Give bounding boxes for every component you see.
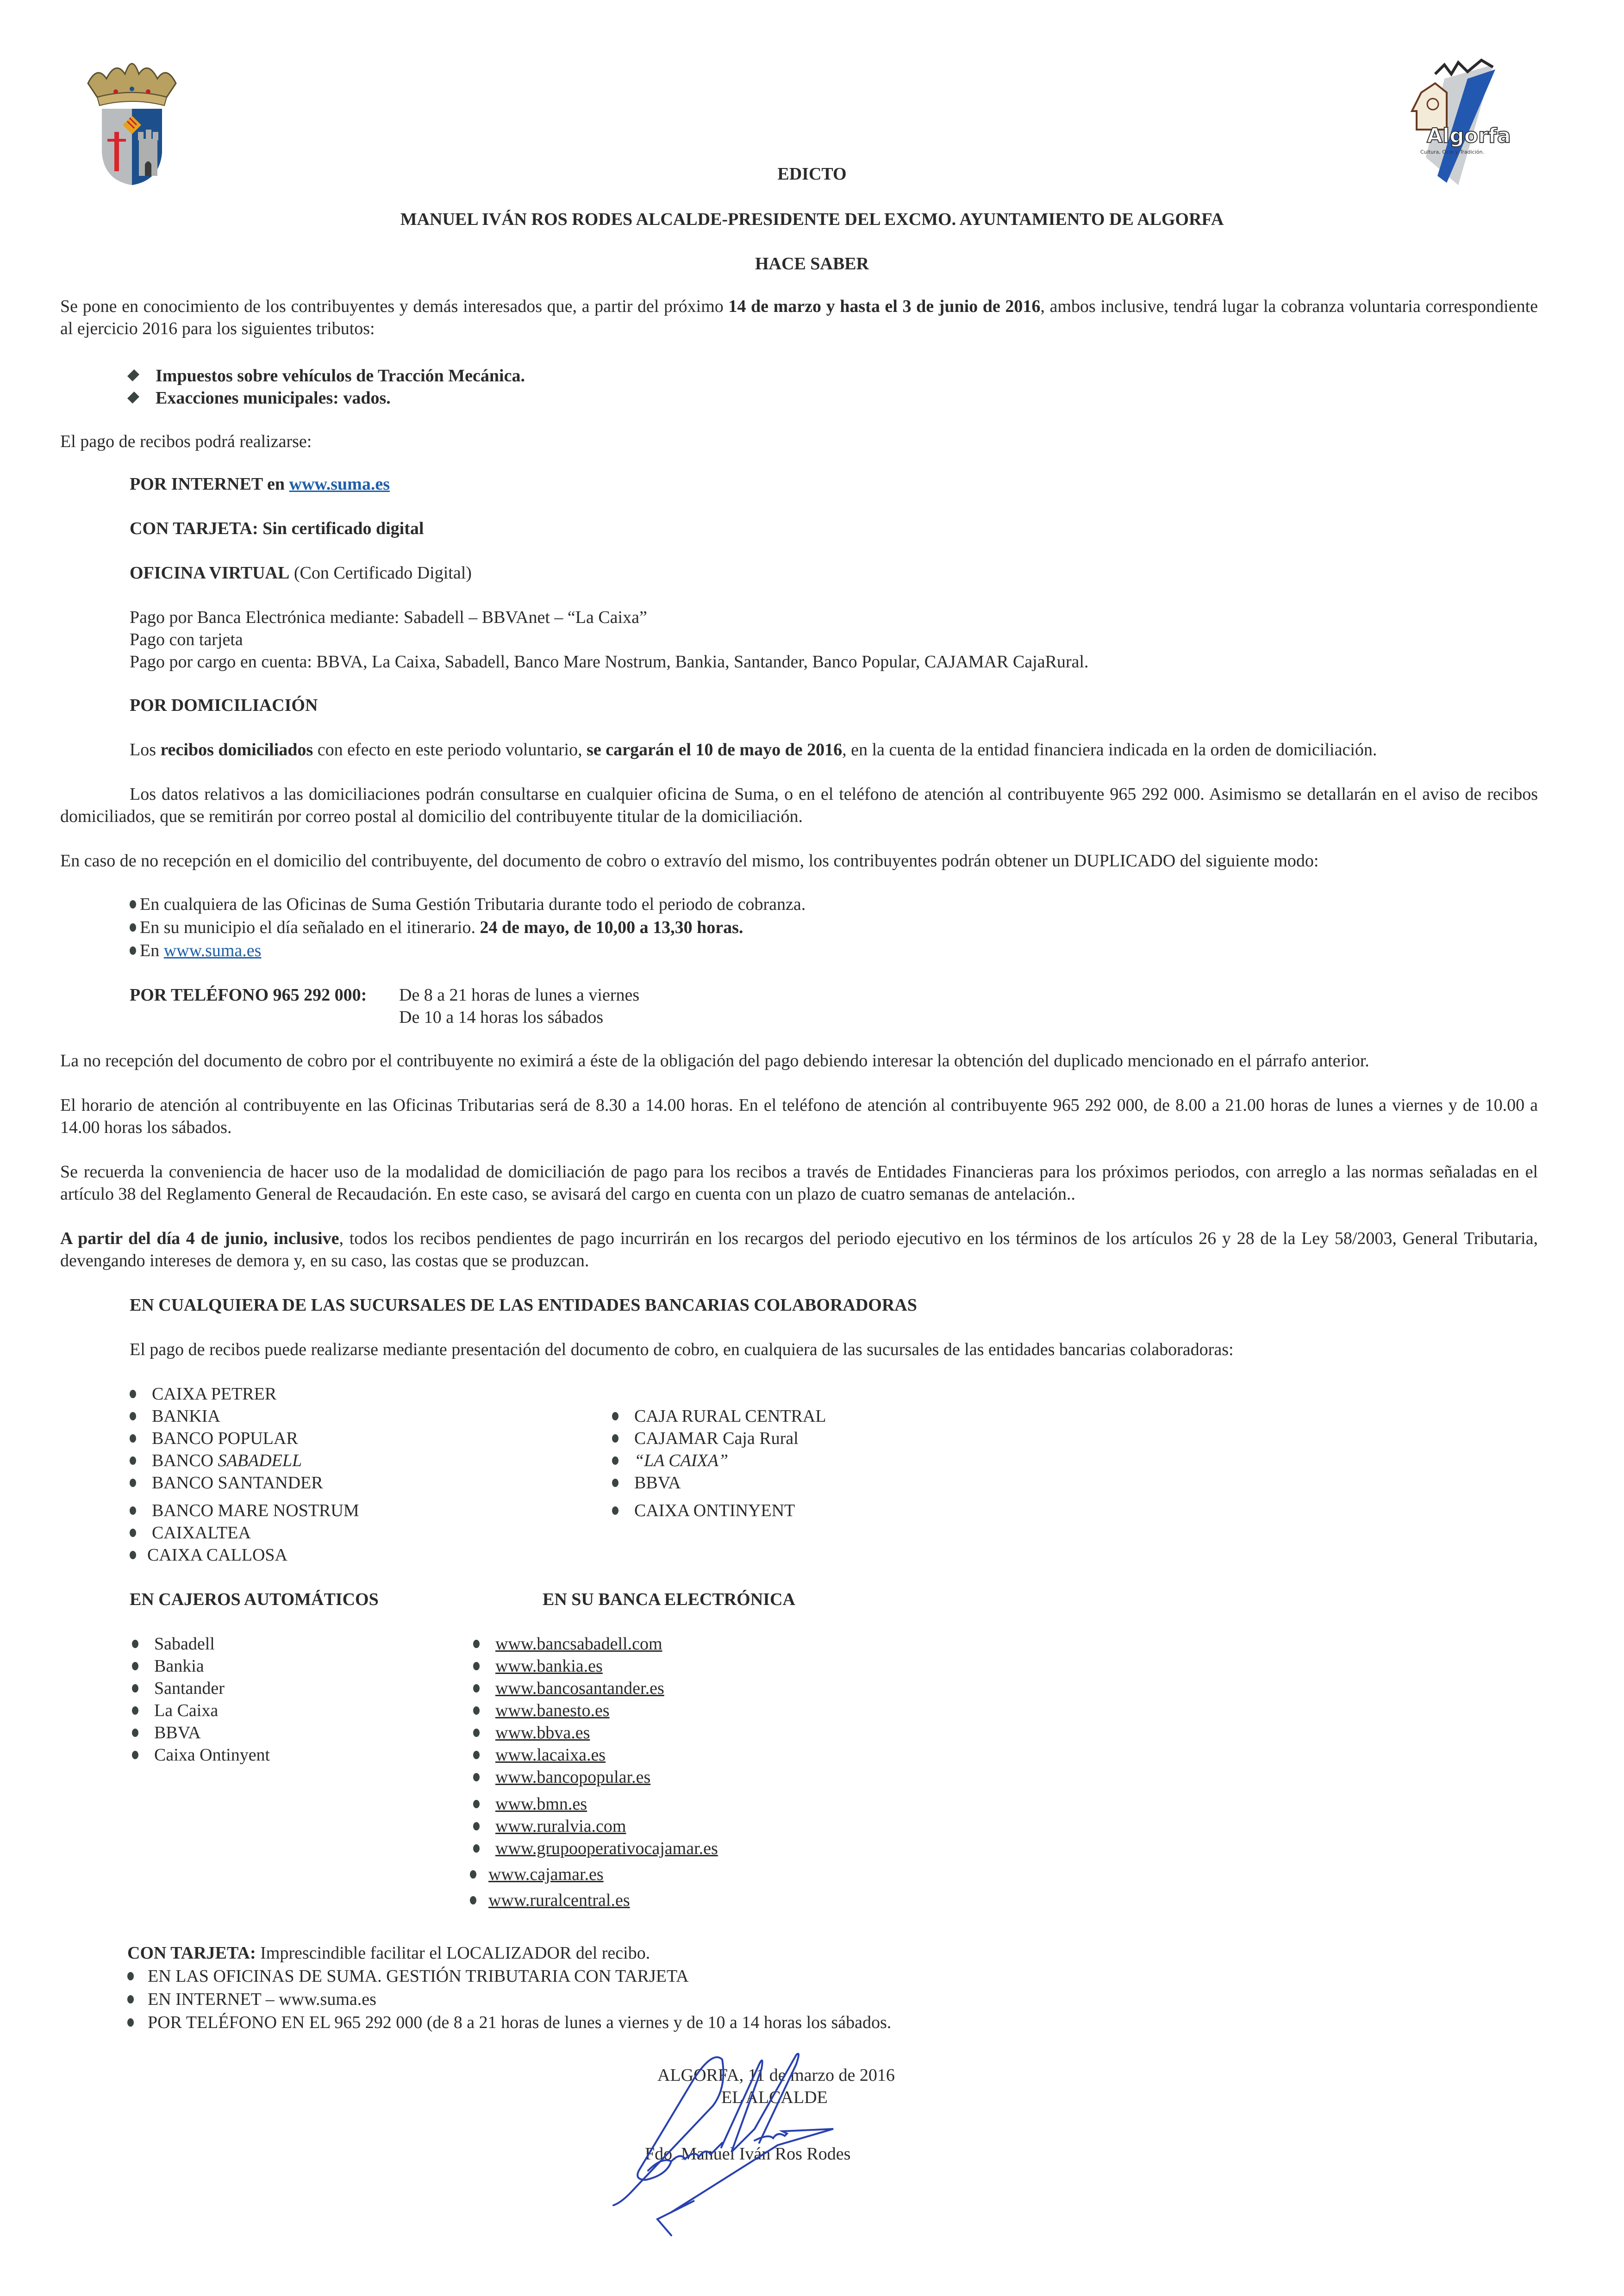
bullet-icon bbox=[473, 1640, 480, 1648]
bullet-icon bbox=[127, 1995, 134, 2004]
bullet-icon bbox=[132, 1662, 138, 1670]
banca-item bbox=[473, 1793, 587, 1815]
bullet-icon bbox=[612, 1479, 618, 1487]
bank-item: BANCO SABADELL bbox=[130, 1450, 302, 1472]
hace-saber-heading: HACE SABER bbox=[755, 254, 869, 274]
cajero-item: Bankia bbox=[132, 1655, 204, 1677]
bank-item: CAJAMAR Caja Rural bbox=[612, 1427, 799, 1450]
bank-link[interactable]: www.grupooperativocajamar.es bbox=[495, 1839, 718, 1858]
bullet-icon bbox=[130, 1434, 136, 1443]
banca-item bbox=[473, 1837, 718, 1860]
recuerda-paragraph: Se recuerda la conveniencia de hacer uso de la modalidad de domiciliación de pago para los recibos a través de Entidades Financieras para los próximos periodos, con arreglo a las normas señaladas en el artículo 38 del Reglamento General de Recaudación. En este caso, se avisará del cargo en cuenta con un plazo de cuatro semanas de antelación.. bbox=[60, 1162, 1538, 1204]
tarjeta-item: EN INTERNET – www.suma.es bbox=[127, 1988, 376, 2010]
banca-item bbox=[473, 1766, 650, 1788]
domiciliacion-title: POR DOMICILIACIÓN bbox=[130, 696, 318, 715]
bullet-icon bbox=[473, 1800, 480, 1808]
logo-title: Algorfa bbox=[1427, 124, 1511, 148]
internet-line: Pago por Banca Electrónica mediante: Sabadell – BBVAnet – “La Caixa” bbox=[130, 608, 647, 627]
tributo-item: Exacciones municipales: vados. bbox=[130, 387, 391, 409]
bank-link[interactable]: www.ruralvia.com bbox=[495, 1817, 626, 1836]
internet-line: Pago con tarjeta bbox=[130, 630, 243, 649]
bullet-icon bbox=[130, 1551, 136, 1559]
bullet-icon bbox=[473, 1662, 480, 1670]
banca-item bbox=[470, 1863, 604, 1885]
bullet-icon bbox=[473, 1684, 480, 1692]
bullet-icon bbox=[612, 1412, 618, 1420]
banca-item bbox=[473, 1744, 606, 1766]
bank-item: BANCO MARE NOSTRUM bbox=[130, 1500, 359, 1522]
bank-item: CAIXA PETRER bbox=[130, 1383, 276, 1405]
bullet-icon bbox=[132, 1729, 138, 1737]
bullet-icon bbox=[130, 1506, 136, 1515]
bullet-icon bbox=[132, 1684, 138, 1692]
sucursales-title: EN CUALQUIERA DE LAS SUCURSALES DE LAS ENTIDADES BANCARIAS COLABORADORAS bbox=[130, 1295, 917, 1315]
bullet-icon bbox=[127, 1972, 134, 1980]
duplicado-item: En www.suma.es bbox=[130, 940, 261, 962]
bank-link[interactable]: www.bmn.es bbox=[495, 1794, 587, 1814]
duplicado-item: En cualquiera de las Oficinas de Suma Gestión Tributaria durante todo el periodo de cobranza. bbox=[130, 893, 806, 915]
bullet-icon bbox=[132, 1640, 138, 1648]
banca-item bbox=[470, 1889, 630, 1911]
tributo-item: Impuestos sobre vehículos de Tracción Mecánica. bbox=[130, 365, 525, 387]
bank-link[interactable]: www.lacaixa.es bbox=[495, 1745, 606, 1765]
bank-link[interactable]: www.cajamar.es bbox=[488, 1865, 604, 1884]
intro-text-a: Se pone en conocimiento de los contribuyentes y demás interesados que, a partir del próximo bbox=[60, 297, 729, 316]
bullet-icon bbox=[130, 1390, 136, 1398]
bullet-icon bbox=[130, 923, 136, 932]
horario-paragraph: El horario de atención al contribuyente en las Oficinas Tributarias será de 8.30 a 14.00 horas. En el teléfono de atención al contribuyente 965 292 000, de 8.00 a 21.00 horas de lunes a viernes y de 10.00 a 14.00 horas los sábados. bbox=[60, 1095, 1538, 1137]
bank-item: CAIXA ONTINYENT bbox=[612, 1500, 795, 1522]
intro-text-c: , ambos inclusive, tendrá lugar la cobranza voluntaria correspondiente al ejercicio 2016 para los siguientes tributos: bbox=[60, 297, 1538, 338]
banca-title: EN SU BANCA ELECTRÓNICA bbox=[543, 1590, 795, 1609]
bank-link[interactable]: www.bancosantander.es bbox=[495, 1679, 664, 1698]
banca-item bbox=[473, 1633, 662, 1655]
banca-item bbox=[473, 1815, 626, 1837]
bullet-icon bbox=[130, 1456, 136, 1465]
telefono-label: POR TELÉFONO 965 292 000: bbox=[130, 985, 367, 1005]
telefono-line2: De 10 a 14 horas los sábados bbox=[399, 1008, 604, 1027]
edicto-title: EDICTO bbox=[777, 164, 847, 184]
intro-dates: 14 de marzo y hasta el 3 de junio de 2016 bbox=[728, 297, 1041, 316]
tarjeta-item: EN LAS OFICINAS DE SUMA. GESTIÓN TRIBUTARIA CON TARJETA bbox=[127, 1965, 689, 1987]
bullet-icon bbox=[130, 1529, 136, 1537]
banca-item bbox=[473, 1722, 590, 1744]
bank-item: CAJA RURAL CENTRAL bbox=[612, 1405, 826, 1427]
pago-intro: El pago de recibos podrá realizarse: bbox=[60, 432, 312, 451]
bullet-icon bbox=[612, 1456, 618, 1465]
bullet-icon bbox=[130, 1479, 136, 1487]
oficina-virtual-line: OFICINA VIRTUAL (Con Certificado Digital) bbox=[130, 563, 472, 583]
banca-item bbox=[473, 1677, 664, 1699]
place-date: ALGORFA, 11 de marzo de 2016 bbox=[657, 2066, 895, 2085]
bullet-icon bbox=[473, 1706, 480, 1715]
bank-link[interactable]: www.bbva.es bbox=[495, 1723, 590, 1742]
intro-paragraph bbox=[60, 295, 1538, 340]
diamond-bullet-icon bbox=[127, 369, 139, 381]
banca-item bbox=[473, 1699, 610, 1722]
logo-tagline: Cultura, Ocio y Tradición. bbox=[1420, 149, 1484, 155]
cajero-item: La Caixa bbox=[132, 1699, 218, 1722]
por-internet: POR INTERNET en www.suma.es bbox=[130, 474, 390, 494]
cajero-item: Sabadell bbox=[132, 1633, 215, 1655]
tarjeta-item: POR TELÉFONO EN EL 965 292 000 (de 8 a 21 horas de lunes a viernes y de 10 a 14 horas los sábados. bbox=[127, 2011, 891, 2034]
bank-item: CAIXALTEA bbox=[130, 1522, 251, 1544]
bank-item: BANCO POPULAR bbox=[130, 1427, 298, 1450]
cajero-item: Santander bbox=[132, 1677, 225, 1699]
bank-item: BANCO SANTANDER bbox=[130, 1472, 323, 1494]
bullet-icon bbox=[473, 1751, 480, 1759]
bank-link[interactable]: www.bancopopular.es bbox=[495, 1767, 651, 1787]
suma-link[interactable]: www.suma.es bbox=[289, 474, 390, 494]
bank-item: BANKIA bbox=[130, 1405, 220, 1427]
sucursales-intro: El pago de recibos puede realizarse mediante presentación del documento de cobro, en cualquiera de las sucursales de las entidades bancarias colaboradoras: bbox=[130, 1340, 1234, 1359]
bullet-icon bbox=[612, 1434, 618, 1443]
domiciliacion-p2: Los datos relativos a las domiciliaciones podrán consultarse en cualquier oficina de Suma, o en el teléfono de atención al contribuyente 965 292 000. Asimismo se detallarán en el aviso de recibos domiciliados, que se remitirán por correo postal al domicilio del contribuyente titular de la domiciliación. bbox=[60, 784, 1538, 826]
duplicado-item: En su municipio el día señalado en el itinerario. 24 de mayo, de 10,00 a 13,30 horas. bbox=[130, 916, 743, 939]
bullet-icon bbox=[130, 900, 136, 908]
signer-name: Fdo. Manuel Iván Ros Rodes bbox=[645, 2144, 851, 2164]
crown-icon bbox=[88, 64, 176, 106]
internet-line: Pago por cargo en cuenta: BBVA, La Caixa, Sabadell, Banco Mare Nostrum, Bankia, Santander, Banco Popular, CAJAMAR CajaRural. bbox=[130, 652, 1089, 672]
no-recepcion-paragraph: La no recepción del documento de cobro por el contribuyente no eximirá a éste de la obligación del pago debiendo interesar la obtención del duplicado mencionado en el párrafo anterior. bbox=[60, 1051, 1369, 1070]
bullet-icon bbox=[132, 1751, 138, 1759]
con-tarjeta-heading: CON TARJETA: Imprescindible facilitar el LOCALIZADOR del recibo. bbox=[127, 1943, 650, 1963]
telefono-line1: De 8 a 21 horas de lunes a viernes bbox=[399, 985, 640, 1005]
bank-link[interactable]: www.bancsabadell.com bbox=[495, 1634, 662, 1654]
official-heading: MANUEL IVÁN ROS RODES ALCALDE-PRESIDENTE DEL EXCMO. AYUNTAMIENTO DE ALGORFA bbox=[400, 210, 1224, 229]
bullet-icon bbox=[470, 1870, 476, 1879]
bullet-icon bbox=[127, 2018, 134, 2027]
bank-link[interactable]: www.bankia.es bbox=[495, 1656, 603, 1676]
cajero-item: BBVA bbox=[132, 1722, 201, 1744]
suma-link[interactable]: www.suma.es bbox=[163, 941, 262, 960]
con-tarjeta-line: CON TARJETA: Sin certificado digital bbox=[130, 519, 424, 538]
junio-paragraph: A partir del día 4 de junio, inclusive, todos los recibos pendientes de pago incurrirán en los recargos del periodo ejecutivo en los términos de los artículos 26 y 28 de la Ley 58/2003, General Tributaria, devengando intereses de demora y, en su caso, las costas que se produzcan. bbox=[60, 1229, 1538, 1270]
bullet-icon bbox=[612, 1506, 618, 1515]
banca-item bbox=[473, 1655, 603, 1677]
bullet-icon bbox=[130, 1412, 136, 1420]
domiciliacion-p1: Los recibos domiciliados con efecto en este periodo voluntario, se cargarán el 10 de mayo de 2016, en la cuenta de la entidad financiera indicada en la orden de domiciliación. bbox=[130, 740, 1377, 759]
bank-item: CAIXA CALLOSA bbox=[130, 1544, 287, 1566]
cajeros-title: EN CAJEROS AUTOMÁTICOS bbox=[130, 1590, 379, 1609]
bullet-icon bbox=[473, 1844, 480, 1853]
bank-item: BBVA bbox=[612, 1472, 681, 1494]
duplicado-intro: En caso de no recepción en el domicilio del contribuyente, del documento de cobro o extravío del mismo, los contribuyentes podrán obtener un DUPLICADO del siguiente modo: bbox=[60, 851, 1319, 871]
cajero-item: Caixa Ontinyent bbox=[132, 1744, 270, 1766]
bank-link[interactable]: www.banesto.es bbox=[495, 1701, 610, 1720]
bullet-icon bbox=[473, 1822, 480, 1830]
bullet-icon bbox=[470, 1896, 476, 1904]
bullet-icon bbox=[130, 946, 136, 955]
bullet-icon bbox=[473, 1729, 480, 1737]
bullet-icon bbox=[132, 1706, 138, 1715]
diamond-bullet-icon bbox=[127, 392, 139, 404]
signer-role: EL ALCALDE bbox=[721, 2088, 828, 2107]
bank-item: “LA CAIXA” bbox=[612, 1450, 728, 1472]
bank-link[interactable]: www.ruralcentral.es bbox=[488, 1891, 630, 1910]
bullet-icon bbox=[473, 1773, 480, 1781]
